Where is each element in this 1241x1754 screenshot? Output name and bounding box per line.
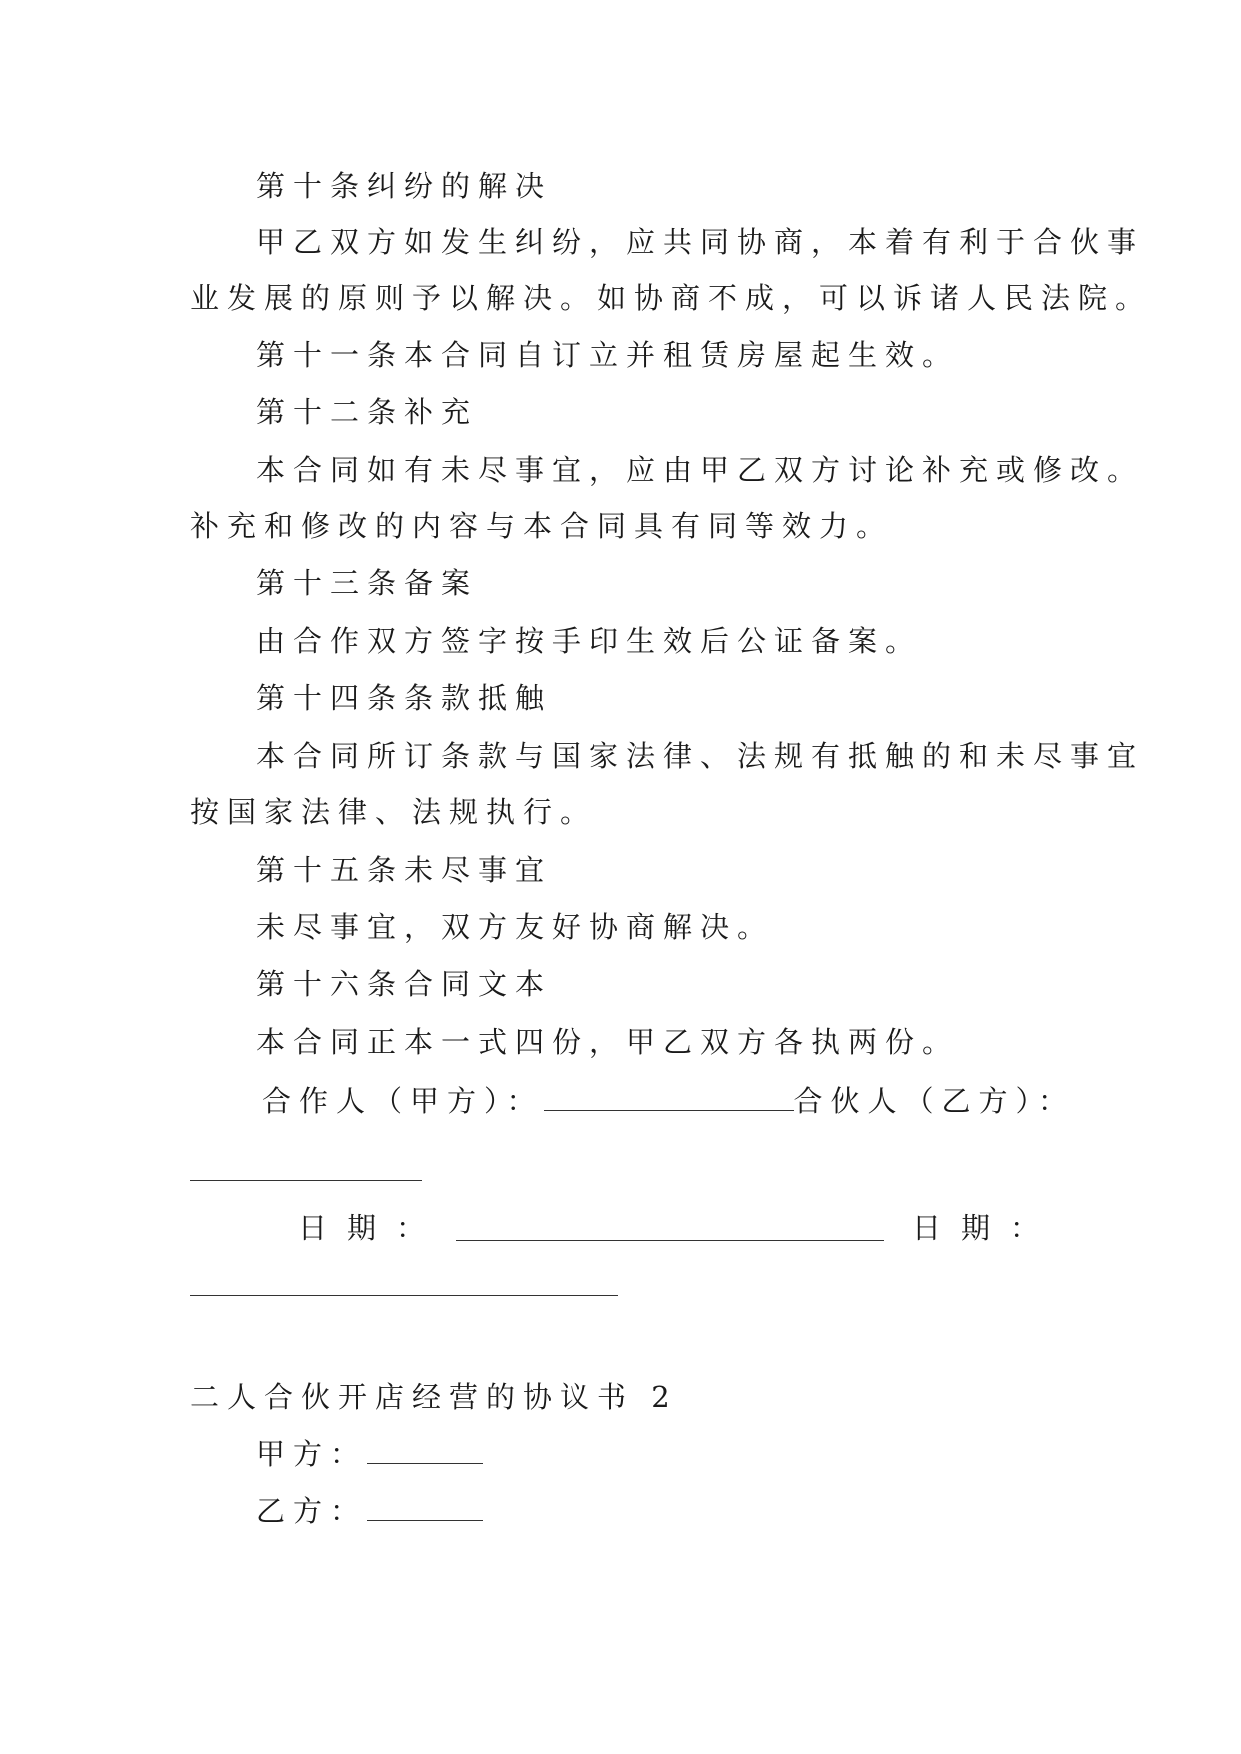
party-a-label: 合作人（甲方）： [262, 1084, 544, 1118]
date-b-label-wrap [912, 1208, 1059, 1248]
signature-party-line [262, 1080, 1075, 1121]
article-13-body: 由合作双方签字按手印生效后公证备案。 [256, 624, 923, 658]
article-10-body-line-2: 业发展的原则予以解决。如协商不成，可以诉诸人民法院。 [190, 281, 1153, 315]
article-10-heading: 第十条纠纷的解决 [256, 169, 553, 203]
next-agreement-title: 二人合伙开店经营的协议书 2 [190, 1380, 678, 1414]
party-a-signature-blank[interactable] [544, 1080, 794, 1111]
party-b-signature-blank[interactable] [190, 1180, 422, 1181]
date-b-label: 日期： [912, 1211, 1060, 1245]
article-12-body-line-1: 本合同如有未尽事宜，应由甲乙双方讨论补充或修改。 [256, 453, 1145, 487]
article-10-body-line-1: 甲乙双方如发生纠纷，应共同协商，本着有利于合伙事 [256, 225, 1145, 259]
article-14-heading: 第十四条条款抵触 [256, 681, 553, 715]
signature-date-line [298, 1208, 445, 1248]
article-11-text: 第十一条本合同自订立并租赁房屋起生效。 [256, 338, 960, 372]
article-15-body: 未尽事宜，双方友好协商解决。 [256, 910, 775, 944]
date-a-label: 日期： [298, 1211, 446, 1245]
article-16-body: 本合同正本一式四份，甲乙双方各执两份。 [256, 1025, 960, 1059]
article-14-body-line-1: 本合同所订条款与国家法律、法规有抵触的和未尽事宜 [256, 739, 1145, 773]
date-b-blank[interactable] [190, 1295, 618, 1296]
date-a-blank[interactable] [456, 1240, 884, 1241]
next-party-b-label: 乙方： [256, 1494, 368, 1528]
party-b-label: 合伙人（乙方）： [793, 1084, 1076, 1118]
next-party-b-blank[interactable] [367, 1492, 483, 1521]
next-party-a-line [256, 1434, 483, 1474]
article-14-body-line-2: 按国家法律、法规执行。 [190, 795, 598, 829]
article-13-heading: 第十三条备案 [256, 566, 479, 600]
article-16-heading: 第十六条合同文本 [256, 967, 553, 1001]
article-12-heading: 第十二条补充 [256, 395, 479, 429]
article-15-heading: 第十五条未尽事宜 [256, 853, 553, 887]
next-party-a-blank[interactable] [367, 1435, 483, 1464]
next-party-b-line [256, 1491, 483, 1531]
next-party-a-label: 甲方： [256, 1437, 368, 1471]
article-12-body-line-2: 补充和修改的内容与本合同具有同等效力。 [190, 509, 894, 543]
